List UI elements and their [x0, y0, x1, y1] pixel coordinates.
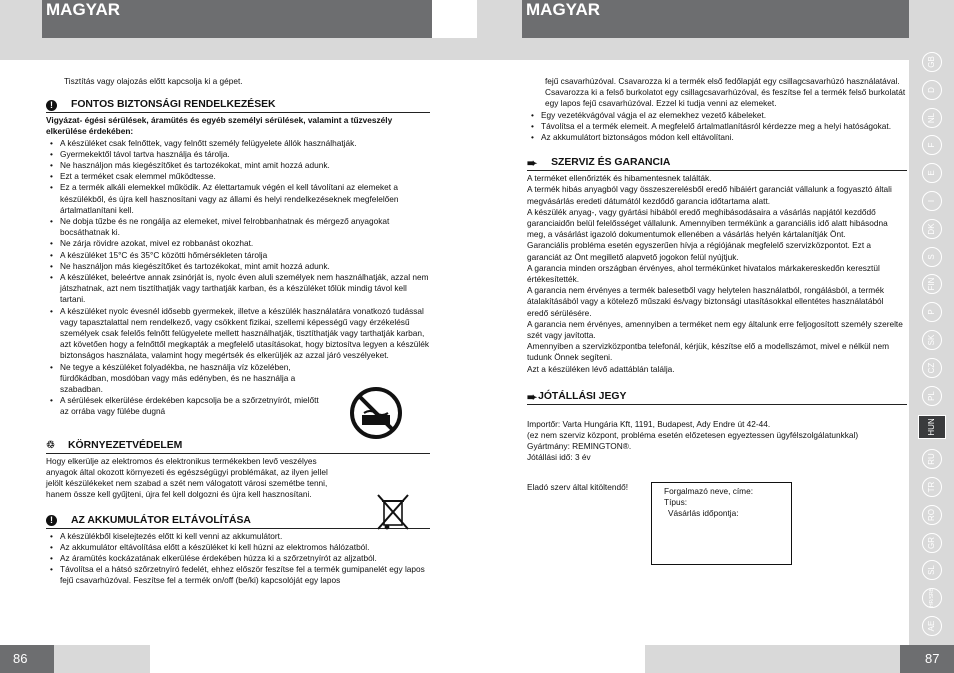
lang-tab-ro[interactable]: RO — [922, 505, 942, 525]
arrow-right-icon: ➨ — [527, 156, 538, 171]
warranty-title: JÓTÁLLÁSI JEGY — [538, 390, 627, 402]
battery-item: • A készülékből kiselejtezés előtt ki kell venni az akkumulátort. — [46, 531, 430, 542]
left-header-strip — [0, 38, 477, 60]
lang-tab-dk[interactable]: DK — [922, 219, 942, 239]
lang-tab-pl[interactable]: PL — [922, 386, 942, 406]
removal-item: • Távolítsa el a termék elemeit. A megfelelő ártalmatlanításról kérdezze meg a helyi hatóságokat. — [527, 121, 907, 132]
service-heading — [527, 157, 907, 171]
battery-title: AZ AKKUMULÁTOR ELTÁVOLÍTÁSA — [71, 514, 251, 526]
lang-tab-i[interactable]: I — [922, 191, 942, 211]
environment-heading — [46, 440, 430, 454]
service-paragraph: A garancia minden országban érvényes, ahol termékünket hivatalos márkakereskedőn keresztül értékesítették. — [527, 262, 880, 285]
safety-item: • Gyermekektől távol tartva használja és tárolja. — [46, 149, 430, 160]
left-header-title: MAGYAR — [46, 0, 120, 19]
service-paragraph: A garancia nem érvényes, amennyiben a terméket nem egy általunk erre feljogosított személy szerelte szét vagy javította. — [527, 318, 903, 341]
warning-icon: ! — [46, 100, 57, 111]
no-water-icon — [350, 387, 402, 439]
right-header-strip — [477, 38, 954, 60]
right-header-title: MAGYAR — [526, 0, 600, 19]
left-page-number: 86 — [0, 645, 54, 673]
removal-item: • Egy vezetékvágóval vágja el az elemekhez vezető kábeleket. — [527, 110, 907, 121]
crossed-bin-icon — [376, 493, 410, 533]
safety-heading — [46, 99, 430, 113]
environment-title: KÖRNYEZETVÉDELEM — [68, 439, 183, 451]
right-header-bar — [522, 0, 909, 38]
safety-item: • Ne tegye a készüléket folyadékba, ne használja víz közelében, fürdőkádban, mosdóban vagy más edényben, és ne használja a szabadban. — [46, 362, 322, 396]
lang-tab-s[interactable]: S — [922, 247, 942, 267]
right-content — [527, 76, 907, 493]
lang-tab-gr[interactable]: GR — [922, 533, 942, 553]
lang-tab-ae[interactable]: AE — [922, 616, 942, 636]
removal-item: • Az akkumulátort biztonságos módon kell eltávolítani. — [527, 132, 907, 143]
safety-item: • Ezt a terméket csak elemmel működtesse. — [46, 171, 430, 182]
safety-item: • A készüléket nyolc évesnél idősebb gyermekek, illetve a készülék használatára vonatkozó tudással vagy tapasztalattal nem rendelkező, vagy csökkent fizikai, szellemi képességű vagy érzékelésű személyek csak felelős felnőtt felügyelete mellett használhatják, tisztíthatják vagy tarthatják karban, azt követően hogy a felnőttől megkapták a megfelelő utasításokat, hogy biztosítva legyen a készülék biztonságos használata, valamint hogy megértsék és elkerüljék az azzal járó veszélyeket. — [46, 306, 430, 362]
service-paragraph: Amennyiben a szervizközpontba telefonál, kérjük, készítse elő a modellszámot, mivel e nélkül nem tudunk Önnek segíteni. — [527, 341, 890, 363]
left-content — [46, 76, 430, 587]
lang-tab-sk[interactable]: SK — [922, 330, 942, 350]
language-sidebar — [910, 52, 954, 644]
service-paragraph: A termék hibás anyagból vagy összeszerelésből eredő hibáiért garanciát vállalunk a fogyasztó általi megvásárlás eredeti dátumától kezdődő garancia időtartama alatt. — [527, 184, 892, 206]
lang-tab-cz[interactable]: CZ — [922, 358, 942, 378]
battery-item: • Az akkumulátor eltávolítása előtt a készüléket ki kell húzni az elektromos hálózatból. — [46, 542, 430, 553]
lang-tab-ru[interactable]: RU — [922, 449, 942, 469]
warning-icon: ! — [46, 515, 57, 526]
warranty-period: Jótállási idő: 3 év — [527, 452, 591, 463]
safety-item: • A készüléket csak felnőttek, vagy felnőtt személy felügyelete állók használhatják. — [46, 138, 430, 149]
service-paragraph: A készülék anyag-, vagy gyártási hibából eredő meghibásodásaira a vásárlás napjától kezdődő garanciaidőn belül felelősséget vállalunk. Amennyiben termékünk a garanciális idő alatt hibásodna meg, a vásárlást igazoló dokumentumok ellenében a vásárlás helyén kártalanítják Önt. — [527, 206, 888, 240]
box-line: Típus: — [664, 497, 688, 508]
lang-tab-hun-active[interactable]: HUN — [918, 415, 946, 439]
safety-item: • Ne zárja rövidre azokat, mivel ez robbanást okozhat. — [46, 238, 430, 249]
lang-tab-sl[interactable]: SL — [922, 560, 942, 580]
warranty-importer: Importőr: Varta Hungária Kft, 1191, Budapest, Ady Endre út 42-44. — [527, 418, 771, 429]
lang-tab-d[interactable]: D — [922, 80, 942, 100]
battery-heading — [46, 515, 430, 529]
environment-text: Hogy elkerülje az elektromos és elektronikus termékekben levő veszélyes anyagok által okozott környezeti és egészségügyi problémákat, az ilyen jellel jelölt készülékeket nem szabad a szét nem válogatott városi szemétbe tenni, hanem össze kell gyűjteni, újra fel kell dolgozni és újra kell hasznosítani. — [46, 455, 328, 500]
warranty-manufacturer: Gyártmány: REMINGTON®. — [527, 441, 632, 452]
lang-tab-fin[interactable]: FIN — [922, 274, 942, 294]
battery-item: • Az áramütés kockázatának elkerülése érdekében húzza ki a szőrzetnyírót az aljzatból. — [46, 553, 430, 564]
lang-tab-gb[interactable]: GB — [922, 52, 942, 72]
lang-tab-e[interactable]: E — [922, 163, 942, 183]
safety-item: • A készüléket 15°C és 35°C közötti hőmérsékleten tárolja — [46, 250, 430, 261]
lang-tab-tr[interactable]: TR — [922, 477, 942, 497]
safety-list — [46, 138, 430, 418]
safety-item: • Ne dobja tűzbe és ne rongálja az elemeket, mivel felrobbanhatnak és mérgező anyagokat bocsáthatnak ki. — [46, 216, 430, 238]
box-line: Forgalmazó neve, címe: — [664, 486, 753, 496]
left-corner — [0, 0, 42, 60]
service-paragraph: Garanciális probléma esetén egyszerűen hívja a régiójának megfelelő szervizközpontot. Ezt a garanciát az Önt megillető alapvető jogokon felül nyújtjuk. — [527, 240, 872, 262]
lang-tab-f[interactable]: F — [922, 135, 942, 155]
right-page — [477, 0, 954, 673]
arrow-right-icon: ➨ — [527, 389, 538, 404]
recycle-icon: ♲ — [46, 439, 55, 451]
warranty-seller: Eladó szerv által kitöltendő! — [527, 481, 629, 492]
warranty-fill-box — [651, 482, 792, 565]
removal-list — [527, 110, 907, 144]
lang-tab-hr-srb[interactable]: HR/SRB — [922, 588, 942, 608]
box-line: Vásárlás időpontja: — [668, 508, 739, 519]
intro-text: Tisztítás vagy olajozás előtt kapcsolja ki a gépet. — [64, 76, 243, 86]
left-header-bar — [42, 0, 432, 38]
right-page-number: 87 — [900, 645, 954, 673]
safety-title: FONTOS BIZTONSÁGI RENDELKEZÉSEK — [71, 99, 276, 111]
battery-list — [46, 531, 430, 587]
safety-item: • A készüléket, beleértve annak zsinórját is, nyolc éven aluli személyek nem használhatják, azzal nem játszhatnak, azt nem tisztíthatják vagy tarthatják karban, és a készüléket tőlük mindig távol kell tartani. — [46, 272, 430, 306]
lang-tab-nl[interactable]: NL — [922, 108, 942, 128]
safety-item: • A sérülések elkerülése érdekében kapcsolja be a szőrzetnyírót, mielőtt az orrába vagy fülébe dugná — [46, 395, 322, 417]
warranty-note: (ez nem szerviz központ, probléma esetén előzetesen egyeztessen ügyfélszolgálatunkkal) — [527, 430, 859, 441]
warranty-heading — [527, 391, 907, 405]
lang-tab-p[interactable]: P — [922, 302, 942, 322]
right-corner-left — [477, 0, 522, 60]
safety-item: • Ez a termék alkáli elemekkel működik. Az élettartamuk végén el kell távolítani az elemeket a készülékből, és újra kell hasznosítani vagy az állami és helyi rendelkezéseknek megfelelően ártalmatlanítani kell. — [46, 182, 430, 216]
service-paragraph: A terméket ellenőrizték és hibamentesnek találták. — [527, 173, 712, 184]
service-paragraph: A garancia nem érvényes a termék balesetből vagy helytelen használatból, rongálásból, a termék átalakításából vagy a kötelező műszaki és/vagy biztonsági utasításokkal ellentétes használatából eredő sérülésére. — [527, 285, 884, 318]
safety-item: • Ne használjon más kiegészítőket és tartozékokat, mint amit hozzá adunk. — [46, 160, 430, 171]
safety-item: • Ne használjon más kiegészítőket és tartozékokat, mint amit hozzá adunk. — [46, 261, 430, 272]
service-title: SZERVIZ ÉS GARANCIA — [551, 157, 671, 169]
service-paragraph: Azt a készüléken lévő adattáblán találja. — [527, 363, 675, 374]
battery-item: • Távolítsa el a hátsó szőrzetnyíró fedelét, ehhez először feszítse fel a termék gumipanelét egy lapos fejű csavarhúzóval. Feszítse fel a termék on/off (be/ki) kapcsolóját egy lapos — [46, 564, 430, 586]
safety-lead: Vigyázat- égési sérülések, áramütés és egyéb személyi sérülések, valamint a tűzveszély elkerülése érdekében: — [46, 115, 393, 137]
continuation-text: fejű csavarhúzóval. Csavarozza ki a termék első fedőlapját egy csillagcsavarhúzó használatával. Csavarozza ki a felső burkolatot egy csillagcsavarhúzóval, és feszítse fel a termék felső burkolatát egy lapos fejű csavarhúzóval. Ezzel ki tudja venni az elemeket. — [545, 76, 906, 109]
